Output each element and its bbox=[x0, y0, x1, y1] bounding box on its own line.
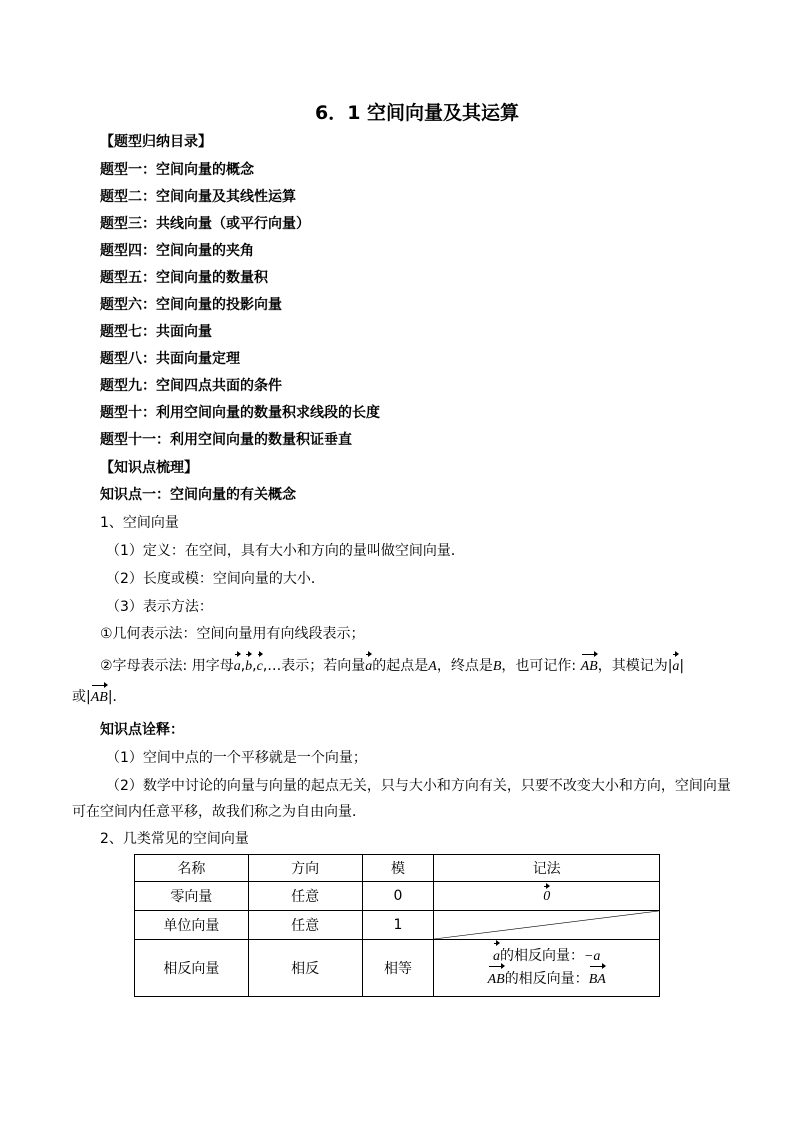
table-row bbox=[135, 882, 660, 911]
table-cell: 任意 bbox=[248, 882, 362, 911]
catalog-item: 题型十：利用空间向量的数量积求线段的长度 bbox=[100, 405, 380, 421]
note-text: （1）空间中点的一个平移就是一个向量； bbox=[106, 750, 367, 766]
table-row bbox=[135, 911, 660, 940]
table-cell bbox=[434, 882, 660, 911]
table-header: 模 bbox=[362, 855, 434, 882]
diagonal-line bbox=[434, 911, 659, 939]
catalog-item: 题型七：共面向量 bbox=[100, 324, 212, 340]
section-title: 2、几类常见的空间向量 bbox=[100, 831, 249, 847]
table-cell: 相反向量 bbox=[135, 940, 249, 997]
table-cell: 零向量 bbox=[135, 882, 249, 911]
modulus-line: 或|AB|． bbox=[72, 687, 127, 708]
table-cell-diagonal bbox=[434, 911, 660, 940]
vector-AB: AB bbox=[581, 657, 598, 677]
catalog-item: 题型四：空间向量的夹角 bbox=[100, 243, 254, 259]
vector-a: a bbox=[365, 657, 372, 677]
knowledge-heading: 【知识点梳理】 bbox=[100, 460, 198, 476]
table-row bbox=[135, 940, 660, 997]
page-title: 6．1 空间向量及其运算 bbox=[314, 102, 520, 124]
vector-b: b bbox=[245, 657, 252, 677]
opposite-vector-a: a的相反向量：−a bbox=[434, 945, 659, 968]
representation-text: （3）表示方法： bbox=[106, 599, 213, 615]
vector-a: a bbox=[672, 657, 679, 677]
catalog-item: 题型十一：利用空间向量的数量积证垂直 bbox=[100, 432, 352, 448]
table-header: 记法 bbox=[434, 855, 660, 882]
section-title: 1、空间向量 bbox=[100, 515, 179, 531]
table-header: 方向 bbox=[248, 855, 362, 882]
catalog-item: 题型一：空间向量的概念 bbox=[100, 162, 254, 178]
note-heading: 知识点诠释： bbox=[100, 722, 184, 738]
catalog-heading: 【题型归纳目录】 bbox=[100, 134, 212, 150]
catalog-item: 题型八：共面向量定理 bbox=[100, 351, 240, 367]
catalog-item: 题型六：空间向量的投影向量 bbox=[100, 297, 282, 313]
vector-AB: AB bbox=[91, 688, 108, 708]
table-cell: 单位向量 bbox=[135, 911, 249, 940]
definition-text: （1）定义：在空间，具有大小和方向的量叫做空间向量． bbox=[106, 543, 465, 559]
catalog-item: 题型五：空间向量的数量积 bbox=[100, 270, 268, 286]
table-cell: 任意 bbox=[248, 911, 362, 940]
vector-c: c bbox=[257, 657, 263, 677]
table-cell: 相等 bbox=[362, 940, 434, 997]
table-cell bbox=[434, 940, 660, 997]
length-text: （2）长度或模：空间向量的大小． bbox=[106, 571, 325, 587]
opposite-vector-AB: AB的相反向量：BA bbox=[434, 968, 659, 991]
table-cell: 相反 bbox=[248, 940, 362, 997]
table-cell: 1 bbox=[362, 911, 434, 940]
zero-vector: 0 bbox=[543, 888, 551, 904]
note-text: 可在空间内任意平移，故我们称之为自由向量． bbox=[72, 804, 366, 820]
note-text: （2）数学中讨论的向量与向量的起点无关，只与大小和方向有关，只要不改变大小和方向，空间向量 bbox=[106, 778, 731, 794]
catalog-item: 题型三：共线向量（或平行向量） bbox=[100, 216, 310, 232]
catalog-item: 题型九：空间四点共面的条件 bbox=[100, 378, 282, 394]
table-header: 名称 bbox=[135, 855, 249, 882]
catalog-item: 题型二：空间向量及其线性运算 bbox=[100, 189, 296, 205]
knowledge-point-title: 知识点一：空间向量的有关概念 bbox=[100, 487, 296, 503]
geometric-representation: ①几何表示法：空间向量用有向线段表示； bbox=[100, 626, 365, 642]
vector-types-table bbox=[134, 854, 660, 997]
table-header-row bbox=[135, 855, 660, 882]
letter-representation: ②字母表示法: 用字母a,b,c,…表示；若向量a的起点是A，终点是B，也可记作: AB，其模记为|a| bbox=[100, 656, 684, 677]
table-cell: 0 bbox=[362, 882, 434, 911]
vector-a: a bbox=[234, 657, 241, 677]
